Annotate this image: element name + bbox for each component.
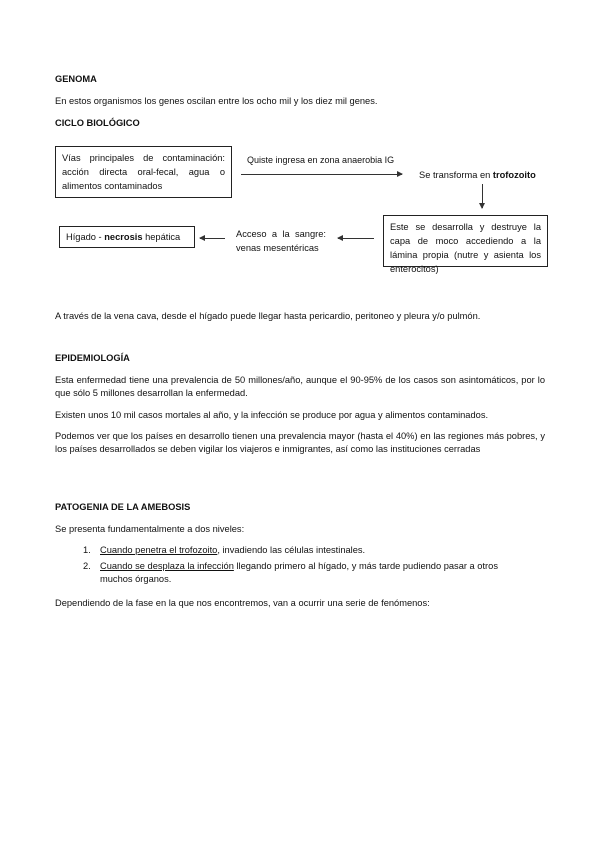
vena-cava-text: A través de la vena cava, desde el hígado puede llegar hasta pericardio, peritoneo y pleura y/o pulmón. <box>55 311 481 321</box>
list-item <box>83 544 543 557</box>
transform-prefix: Se transforma en <box>419 170 493 180</box>
liver-suffix: hepática <box>142 232 181 242</box>
ciclo-heading: CICLO BIOLÓGICO <box>55 118 140 128</box>
epidemiologia-p2: Existen unos 10 mil casos mortales al año, y la infección se produce por agua y alimentos contaminados. <box>55 410 489 420</box>
acceso-text: Acceso a la sangre: venas mesentéricas <box>236 229 326 253</box>
liver-box <box>59 226 195 248</box>
transform-bold: trofozoito <box>492 170 536 180</box>
list-item-number: 2. <box>83 561 91 571</box>
liver-bold: necrosis <box>104 232 143 242</box>
list-item-rest: , invadiendo las células intestinales. <box>217 545 366 555</box>
epidemiologia-p3: Podemos ver que los países en desarrollo tienen una prevalencia mayor (hasta el 40%) en las regiones más pobres, y los países desarrollados se deben vigilar los viajeros e inmigrantes, así como las instituciones cerradas <box>55 431 545 454</box>
patogenia-outro: Dependiendo de la fase en la que nos encontremos, van a ocurrir una serie de fenómenos: <box>55 598 430 608</box>
arrow-left-icon <box>338 238 374 239</box>
genoma-text: En estos organismos los genes oscilan entre los ocho mil y los diez mil genes. <box>55 96 378 106</box>
list-item <box>83 560 528 586</box>
arrow1-label: Quiste ingresa en zona anaerobia IG <box>247 155 395 165</box>
liver-prefix: Hígado - <box>66 232 105 242</box>
genoma-heading: GENOMA <box>55 74 97 84</box>
epidemiologia-p1: Esta enfermedad tiene una prevalencia de 50 millones/año, aunque el 90-95% de los casos son asintomáticos, por lo que sólo 5 millones desarrollan la enfermedad. <box>55 375 545 398</box>
arrow-down-icon <box>482 184 483 208</box>
arrow-right-icon <box>241 174 402 175</box>
arrow-left-icon <box>200 238 225 239</box>
list-item-underlined: Cuando penetra el trofozoito <box>100 545 218 555</box>
epidemiologia-heading: EPIDEMIOLOGÍA <box>55 353 130 363</box>
patogenia-heading: PATOGENIA DE LA AMEBOSIS <box>55 502 191 512</box>
contamination-box: Vías principales de contaminación: acción directa oral-fecal, agua o alimentos contaminados <box>55 146 232 198</box>
list-item-underlined: Cuando se desplaza la infección <box>100 561 234 571</box>
transform-text <box>419 170 536 180</box>
list-item-number: 1. <box>83 545 91 555</box>
development-box: Este se desarrolla y destruye la capa de moco accediendo a la lámina propia (nutre y asienta los enterocitos) <box>383 215 548 267</box>
list-item-rest: llegando primero al hígado, y más tarde pudiendo pasar a otros muchos órganos. <box>100 561 498 584</box>
patogenia-intro: Se presenta fundamentalmente a dos niveles: <box>55 524 245 534</box>
